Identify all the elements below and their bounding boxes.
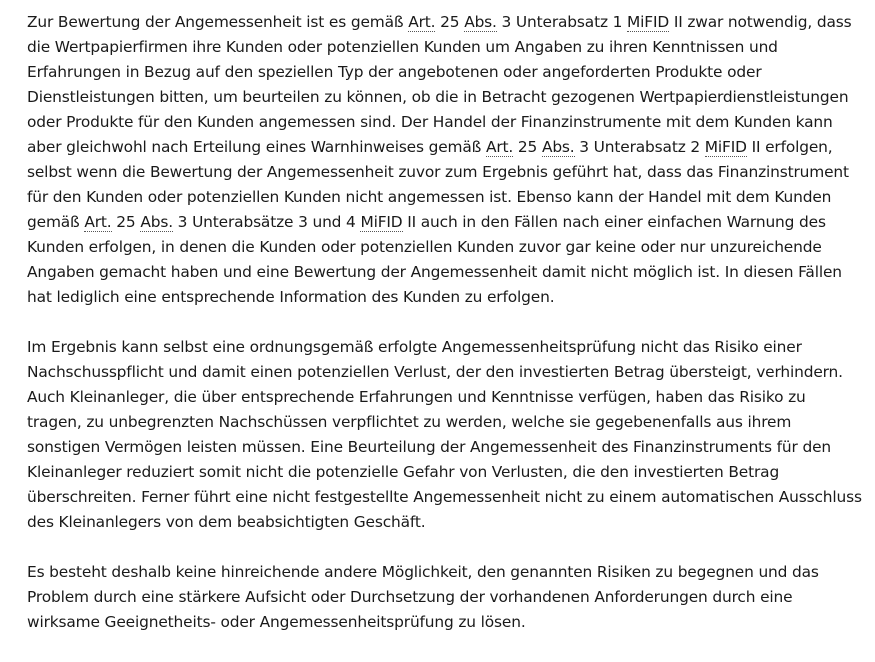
text-segment: 3 Unterabsatz 2 — [574, 138, 705, 156]
abbreviation: Art. — [485, 138, 514, 156]
text-segment: 25 — [435, 13, 465, 31]
text-segment: 25 — [513, 138, 542, 156]
abbreviation: Art. — [408, 13, 436, 31]
abbreviation: Abs. — [140, 213, 173, 231]
text-segment: 3 Unterabsatz 1 — [496, 13, 628, 31]
paragraph-2 — [27, 335, 862, 535]
abbreviation: Art. — [84, 213, 112, 231]
abbreviation: Abs. — [541, 138, 575, 156]
text-segment: Im Ergebnis kann selbst eine ordnungsgemäß erfolgte Angemessenheitsprüfung nicht das Risiko einer Nachschusspflicht und damit einen potenziellen Verlust, der den investierten Betrag übersteigt, verhindern. Auch Kleinanleger, die über entsprechende Erfahrungen und Kenntnisse verfügen, haben das Risiko zu tragen, zu unbegrenzten Nachschüssen verpflichtet zu werden, welche sie gegebenenfalls aus ihrem sonstigen Vermögen leisten müssen. Eine Beurteilung der Angemessenheit des Finanzinstruments für den Kleinanleger reduziert somit nicht die potenzielle Gefahr von Verlusten, die den investierten Betrag überschreiten. Ferner führt eine nicht festgestellte Angemessenheit nicht zu einem automatischen Ausschluss des Kleinanlegers von dem beabsichtigten Geschäft. — [27, 338, 862, 531]
text-segment: II auch in den Fällen nach einer einfachen Warnung des Kunden erfolgen, in denen die Kunden oder potenziellen Kunden zuvor gar keine oder nur unzureichende Angaben gemacht haben und eine Bewertung der Angemessenheit damit nicht möglich ist. In diesen Fällen hat lediglich eine entsprechende Information des Kunden zu erfolgen. — [27, 213, 842, 306]
abbreviation: MiFID — [627, 13, 670, 31]
abbreviation: MiFID — [704, 138, 747, 156]
text-segment: 3 Unterabsätze 3 und 4 — [172, 213, 361, 231]
abbreviation: Abs. — [464, 13, 497, 31]
text-segment: Zur Bewertung der Angemessenheit ist es gemäß — [27, 13, 409, 31]
text-segment: 25 — [111, 213, 141, 231]
paragraph-3 — [27, 560, 862, 635]
paragraph-1 — [27, 10, 862, 310]
abbreviation: MiFID — [360, 213, 403, 231]
text-segment: Es besteht deshalb keine hinreichende andere Möglichkeit, den genannten Risiken zu begegnen und das Problem durch eine stärkere Aufsicht oder Durchsetzung der vorhandenen Anforderungen durch eine wirksame Geeignetheits- oder Angemessenheitsprüfung zu lösen. — [27, 563, 819, 631]
text-segment: II zwar notwendig, dass die Wertpapierfirmen ihre Kunden oder potenziellen Kunden um Angaben zu ihren Kenntnissen und Erfahrungen in Bezug auf den speziellen Typ der angebotenen oder angeforderten Produkte oder Dienstleistungen bitten, um beurteilen zu können, ob die in Betracht gezogenen Wertpapierdienstleistungen oder Produkte für den Kunden angemessen sind. Der Handel der Finanzinstrumente mit dem Kunden kann aber gleichwohl nach Erteilung eines Warnhinweises gemäß — [27, 13, 852, 156]
text-segment: II erfolgen, selbst wenn die Bewertung der Angemessenheit zuvor zum Ergebnis geführt hat, dass das Finanzinstrument für den Kunden oder potenziellen Kunden nicht angemessen ist. Ebenso kann der Handel mit dem Kunden gemäß — [27, 138, 849, 231]
